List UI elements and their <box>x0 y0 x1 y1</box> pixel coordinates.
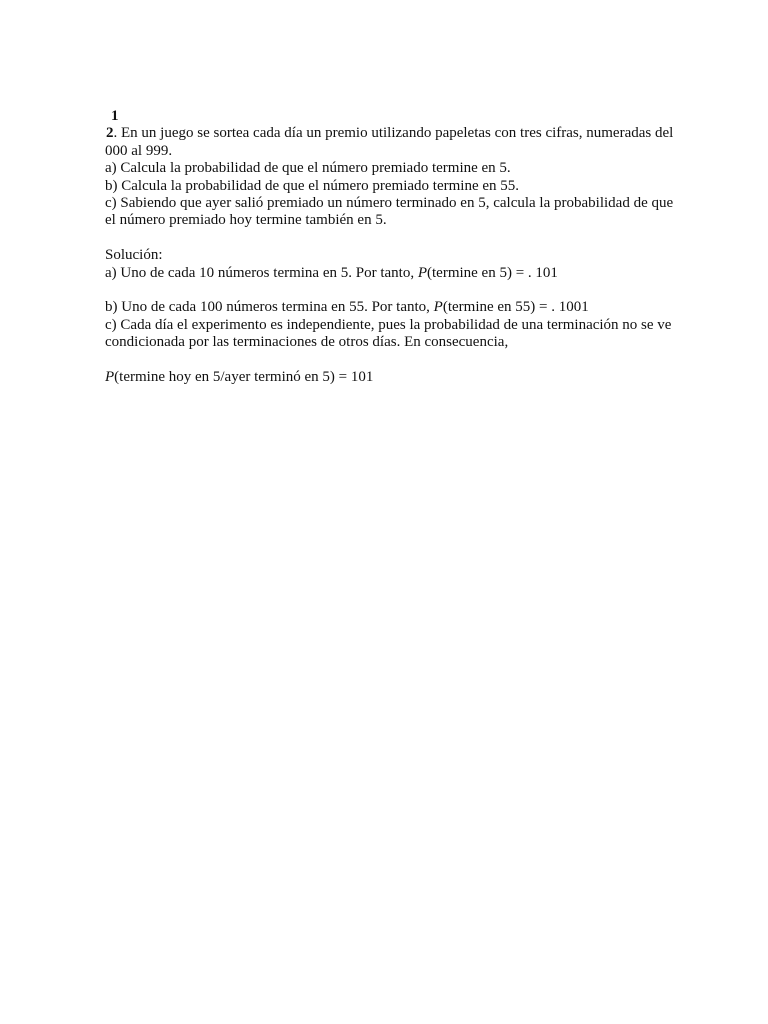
solution-a-text: a) Uno de cada 10 números termina en 5. Por tanto, <box>105 264 418 281</box>
solution-part-c-line-2: condicionada por las terminaciones de otros días. En consecuencia, <box>105 334 509 351</box>
problem-part-c-line-2: el número premiado hoy termine también en 5. <box>105 212 387 229</box>
spacer <box>105 282 665 299</box>
probability-symbol: P <box>433 299 443 316</box>
problem-number: 2 <box>106 125 114 142</box>
solution-part-c-line-1: c) Cada día el experimento es independiente, pues la probabilidad de una terminación no se ve <box>105 316 672 333</box>
spacer <box>105 352 665 369</box>
solution-part-b <box>105 299 665 316</box>
problem-part-b: b) Calcula la probabilidad de que el número premiado termine en 55. <box>105 177 520 194</box>
problem-intro-text: . En un juego se sortea cada día un premio utilizando papeletas con tres cifras, numeradas del <box>113 125 674 142</box>
solution-b-expression: (termine en 55) = . 1001 <box>442 299 589 316</box>
problem-part-a: a) Calcula la probabilidad de que el número premiado termine en 5. <box>105 160 511 177</box>
spacer <box>105 230 665 247</box>
solution-final <box>105 369 665 386</box>
probability-symbol: P <box>105 369 115 386</box>
solution-title: Solución: <box>105 247 163 264</box>
document-page <box>105 108 674 386</box>
solution-b-text: b) Uno de cada 100 números termina en 55. Por tanto, <box>105 299 434 316</box>
problem-line-2: 000 al 999. <box>105 142 173 159</box>
solution-part-a <box>105 265 665 282</box>
solution-a-expression: (termine en 5) = . 101 <box>427 264 558 281</box>
probability-symbol: P <box>417 264 427 281</box>
problem-line-1 <box>105 125 674 142</box>
heading-number: 1 <box>111 108 119 124</box>
problem-part-c-line-1: c) Sabiendo que ayer salió premiado un número terminado en 5, calcula la probabilidad de que <box>105 195 674 212</box>
solution-final-expression: (termine hoy en 5/ayer terminó en 5) = 101 <box>114 369 374 386</box>
